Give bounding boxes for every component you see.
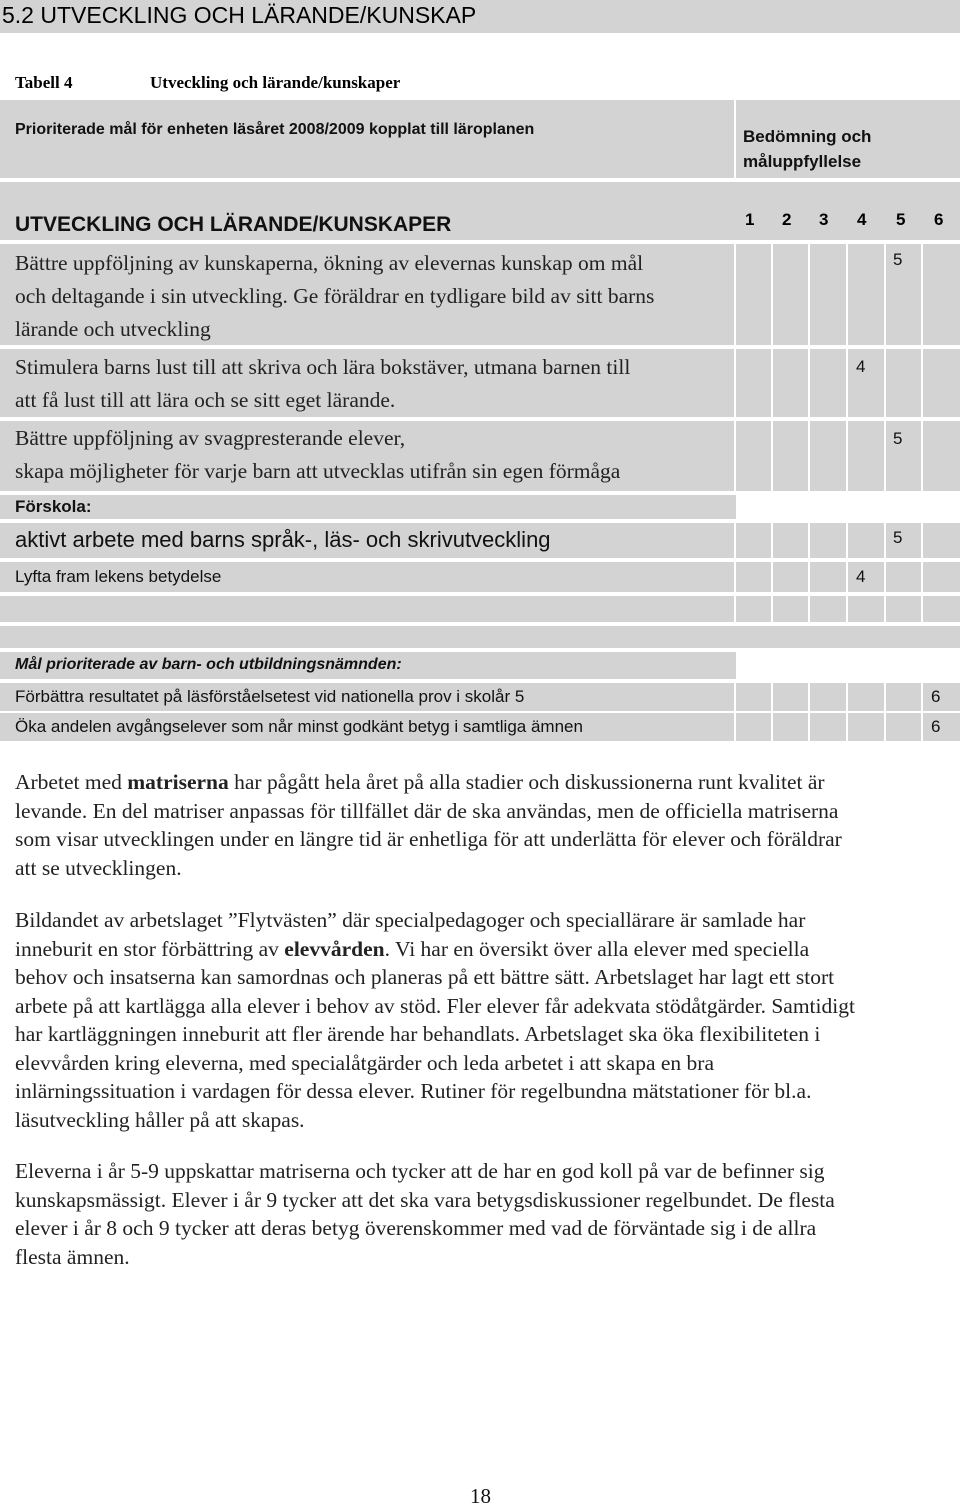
rating-value: 4 <box>856 357 866 376</box>
goal-text: att få lust till att lära och se sitt eget lärande. <box>15 388 396 412</box>
board-goal-row <box>0 713 960 741</box>
empty-row <box>0 596 960 622</box>
assessment-header-line2: måluppfyllelse <box>743 152 862 171</box>
goal-text: Bättre uppföljning av kunskaperna, ökning av elevernas kunskap om mål <box>15 251 644 275</box>
table-header <box>0 100 960 178</box>
board-goals-label: Mål prioriterade av barn- och utbildningsnämnden: <box>15 656 402 673</box>
scale-5: 5 <box>896 210 906 229</box>
rating-value: 4 <box>856 567 866 586</box>
assessment-header-line1: Bedömning och <box>743 127 872 146</box>
board-goals-label-row <box>0 652 736 679</box>
rating-value: 6 <box>931 717 941 736</box>
paragraph-elever: Eleverna i år 5-9 uppskattar matriserna och tycker att de har en god koll på var de befinner sig kunskapsmässigt. Elever i år 9 tycker att det ska vara betygsdiskussioner regelbundet. De flesta elever i år 8 och 9 tycker att deras betyg överenskommer med vad de förväntade sig i de allra flesta ämnen. <box>15 1159 835 1269</box>
paragraph-elevvard: Bildandet av arbetslaget ”Flytvästen” där specialpedagoger och speciallärare är samlade har inneburit en stor förbättring av elevvården. Vi har en översikt över alla elever med speciella behov och insatserna kan samordnas och planeras på ett bättre sätt. Arbetslaget har lagt ett stort arbete på att kartlägga alla elever i behov av stöd. Fler elever får adekvata stödåtgärder. Samtidigt har kartläggningen inneburit att fler ärende har behandlats. Arbetslaget ska öka flexibiliteten i elevvården kring eleverna, med specialåtgärder och leda arbetet i att skapa en bra inlärningssituation i vardagen för dessa elever. Rutiner för regelbundna mätstationer för bl.a. läsutveckling håller på att skapas. <box>15 908 855 1132</box>
goal-text: och deltagande i sin utveckling. Ge föräldrar en tydligare bild av sitt barns <box>15 284 655 308</box>
table-label: Tabell 4 <box>15 73 73 92</box>
preschool-row <box>0 523 960 558</box>
rating-value: 5 <box>893 429 903 448</box>
spacer-row <box>0 626 960 648</box>
goal-text: Bättre uppföljning av svagpresterande elever, <box>15 426 406 450</box>
board-goal-text: Öka andelen avgångselever som når minst godkänt betyg i samtliga ämnen <box>15 717 583 736</box>
table-caption: Utveckling och lärande/kunskaper <box>150 73 401 92</box>
section-heading <box>0 0 960 33</box>
goal-row <box>0 244 960 345</box>
scale-3: 3 <box>819 210 829 229</box>
goal-text: lärande och utveckling <box>15 317 211 341</box>
category-row <box>0 182 960 240</box>
scale-2: 2 <box>782 210 792 229</box>
scale-4: 4 <box>857 210 867 229</box>
board-goal-row <box>0 683 960 711</box>
rating-value: 5 <box>893 528 903 547</box>
priorities-header: Prioriterade mål för enheten läsåret 2008/2009 kopplat till läroplanen <box>15 121 535 138</box>
scale-1: 1 <box>745 210 755 229</box>
rating-value: 5 <box>893 250 903 269</box>
board-goal-text: Förbättra resultatet på läsförståelsetest vid nationella prov i skolår 5 <box>15 687 525 706</box>
scale-6: 6 <box>934 210 944 229</box>
preschool-item-text: aktivt arbete med barns språk-, läs- och skrivutveckling <box>15 527 551 552</box>
preschool-label: Förskola: <box>15 497 92 516</box>
paragraph-matriser: Arbetet med matriserna har pågått hela året på alla stadier och diskussionerna runt kvalitet är levande. En del matriser anpassas för tillfället där de ska användas, men de officiella matriserna som visar utvecklingen under en längre tid är enhetliga för att underlätta för elever och föräldrar att se utvecklingen. <box>15 770 842 880</box>
goal-text: skapa möjligheter för varje barn att utvecklas utifrån sin egen förmåga <box>15 459 621 483</box>
preschool-item-text: Lyfta fram lekens betydelse <box>15 567 222 586</box>
goal-row <box>0 349 960 417</box>
preschool-row <box>0 562 960 592</box>
rating-value: 6 <box>931 687 941 706</box>
category-title: UTVECKLING OCH LÄRANDE/KUNSKAPER <box>15 213 452 236</box>
page-number: 18 <box>470 1484 491 1508</box>
goal-row <box>0 421 960 491</box>
preschool-label-row <box>0 495 736 519</box>
goal-text: Stimulera barns lust till att skriva och lära bokstäver, utmana barnen till <box>15 355 631 379</box>
section-title: 5.2 UTVECKLING OCH LÄRANDE/KUNSKAP <box>2 2 477 28</box>
